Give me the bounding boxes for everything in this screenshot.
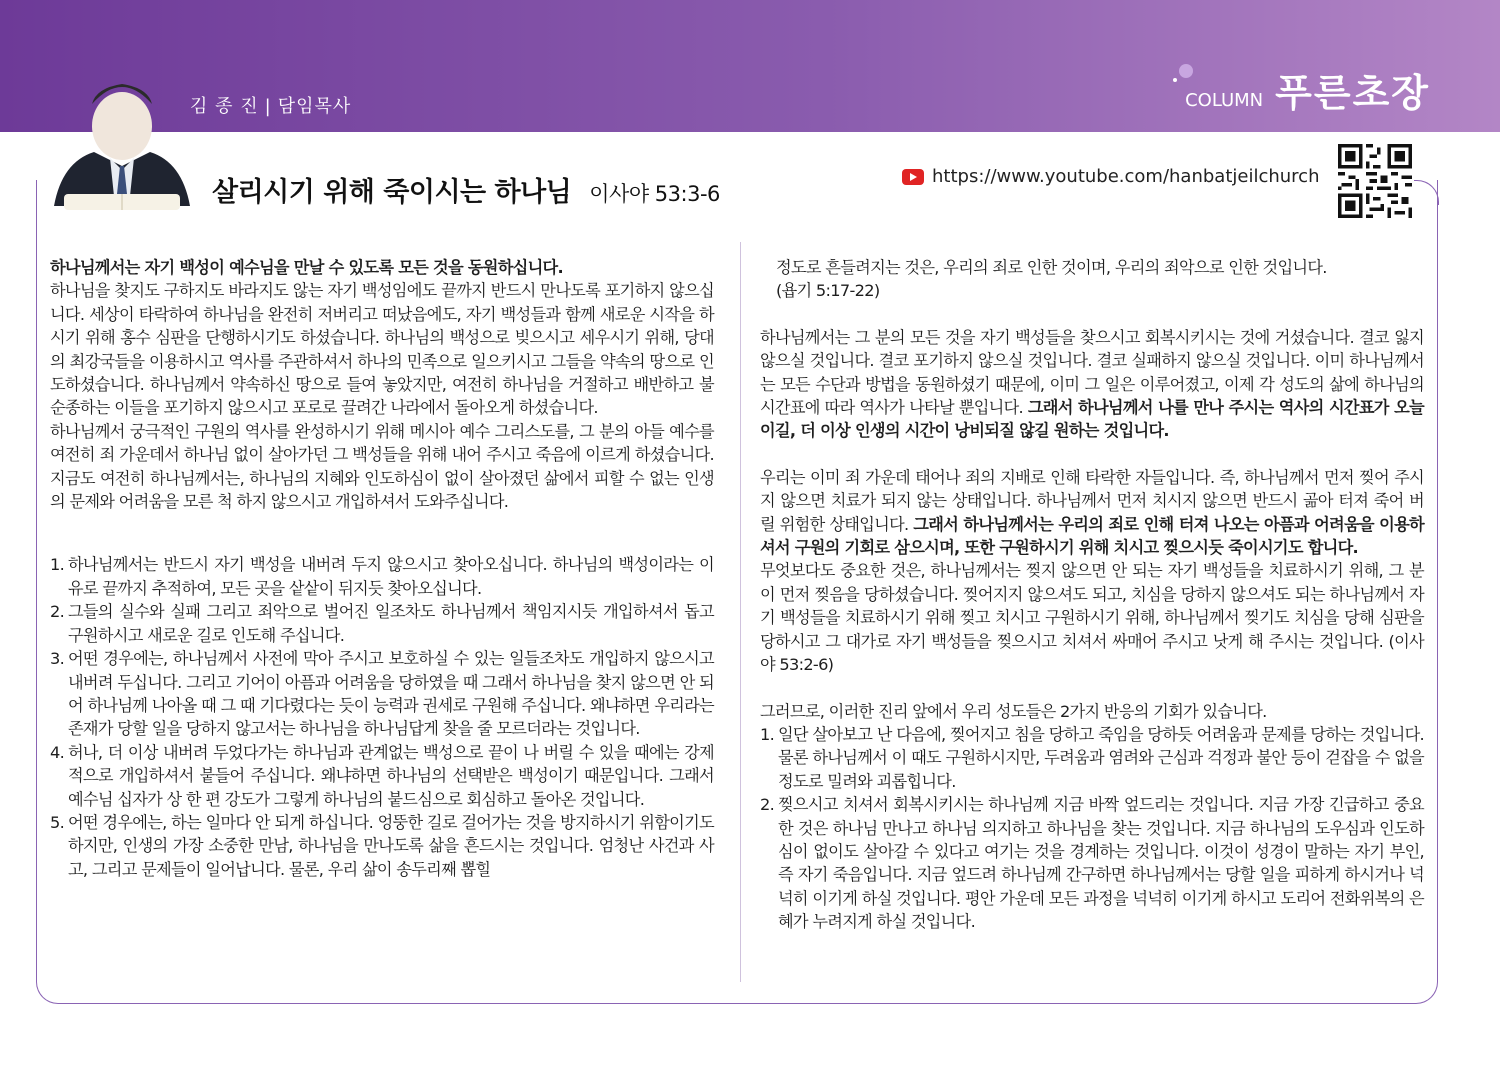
right-paragraph-4: 그러므로, 이러한 진리 앞에서 우리 성도들은 2가지 반응의 기회가 있습니다.	[760, 701, 1267, 721]
left-list	[50, 553, 714, 881]
left-column	[50, 256, 714, 881]
list-item: 2. 그들의 실수와 실패 그리고 죄악으로 벌어진 일조차도 하나님께서 책임지시듯 개입하셔서 돕고 구원하시고 새로운 길로 인도해 주십니다.	[50, 602, 714, 645]
dot-decoration	[1179, 64, 1193, 78]
right-paragraph-2: 우리는 이미 죄 가운데 태어나 죄의 지배로 인해 타락한 자들입니다. 즉, 하나님께서 먼저 찢어 주시지 않으면 치료가 되지 않는 상태입니다. 하나님께서 먼저 치시지 않으면 반드시 곪아 터져 죽어 버릴 위험한 상태입니다. 그래서 하나님께서는 우리의 죄로 인해 터져 나오는 아픔과 어려움을 이용하셔서 구원의 기회로 삼으시며, 또한 구원하시기 위해 치시고 찢으시듯 죽이시기도 합니다.	[760, 467, 1424, 558]
list-item: 1. 일단 살아보고 난 다음에, 찢어지고 침을 당하고 죽임을 당하듯 어려움과 문제를 당하는 것입니다. 물론 하나님께서 이 때도 구원하시지만, 두려움과 염려와 근심과 걱정과 불안 등이 걷잡을 수 없을 정도로 밀려와 괴롭힙니다.	[760, 724, 1424, 791]
list-item: 1. 하나님께서는 반드시 자기 백성을 내버려 두지 않으시고 찾아오십니다. 하나님의 백성이라는 이유로 끝까지 추적하여, 모든 곳을 샅샅이 뒤지듯 찾아오십니다.	[50, 555, 714, 598]
left-paragraph-2: 하나님께서 궁극적인 구원의 역사를 완성하시기 위해 메시아 예수 그리스도를, 그 분의 아들 예수를 여전히 죄 가운데서 하나님 없이 살아가던 그 백성들을 위해 내어 주시고 죽음에 이르게 하셨습니다. 지금도 여전히 하나님께서는, 하나님의 지혜와 인도하심이 없이 살아졌던 삶에서 피할 수 없는 인생의 문제와 어려움을 모른 척 하지 않으시고 개입하셔서 도와주십니다.	[50, 421, 714, 512]
column-divider	[740, 242, 741, 982]
list-item: 5. 어떤 경우에는, 하는 일마다 안 되게 하십니다. 엉뚱한 길로 걸어가는 것을 방지하시기 위함이기도 하지만, 인생의 가장 소중한 만남, 하나님을 만나도록 삶을 흔드시는 것입니다. 엄청난 사건과 사고, 그리고 문제들이 일어납니다. 물론, 우리 삶이 송두리째 뽑힐	[50, 812, 714, 879]
continued-reference: (욥기 5:17-22)	[776, 281, 880, 301]
list-item: 4. 허나, 더 이상 내버려 두었다가는 하나님과 관계없는 백성으로 끝이 나 버릴 수 있을 때에는 강제적으로 개입하셔서 붙들어 주십니다. 왜냐하면 하나님의 선택받은 백성이기 때문입니다. 그래서 예수님 십자가 상 한 편 강도가 그렇게 하나님의 붙드심으로 회심하고 돌아온 것입니다.	[50, 742, 714, 809]
right-paragraph-3: 무엇보다도 중요한 것은, 하나님께서는 찢지 않으면 안 되는 자기 백성들을 치료하시기 위해, 그 분이 먼저 찢음을 당하셨습니다. 찢어지지 않으셔도 되고, 치심을 당하지 않으셔도 되는 하나님께서 자기 백성들을 치료하시기 위해 찢고 치시고 구원하시기 위해, 하나님께서 찢기도 치심을 당해 심판을 당하시고 그 대가로 자기 백성들을 찢으시고 치셔서 싸매어 주시고 낫게 해 주시는 것입니다. (이사야 53:2-6)	[760, 561, 1424, 675]
right-paragraph-1: 하나님께서는 그 분의 모든 것을 자기 백성들을 찾으시고 회복시키시는 것에 거셨습니다. 결코 잃지 않으실 것입니다. 결코 포기하지 않으실 것입니다. 결코 실패하지 않으실 것입니다. 이미 하나님께서는 모든 수단과 방법을 동원하셨기 때문에, 이미 그 일은 이루어졌고, 이제 각 성도의 삶에 하나님의 시간표에 따라 역사가 나타날 뿐입니다. 그래서 하나님께서 나를 만나 주시는 역사의 시간표가 오늘이길, 더 이상 인생의 시간이 낭비되질 않길 원하는 것입니다.	[760, 327, 1424, 441]
column-word: COLUMN	[1185, 90, 1264, 111]
right-list	[760, 723, 1424, 934]
list-item: 2. 찢으시고 치셔서 회복시키시는 하나님께 지금 바짝 엎드리는 것입니다. 지금 가장 긴급하고 중요한 것은 하나님 만나고 하나님 의지하고 하나님을 찾는 것입니다. 지금 하나님의 도우심과 인도하심이 없이도 살아갈 수 있다고 여기는 것을 경계하는 것입니다. 이것이 성경이 말하는 자기 부인, 즉 자기 죽음입니다. 지금 엎드려 하나님께 간구하면 하나님께서는 당할 일을 피하게 하시거나 넉넉히 이기게 하실 것입니다. 평안 가운데 모든 과정을 넉넉히 이기게 하시고 도리어 전화위복의 은혜가 누려지게 하실 것입니다.	[760, 795, 1424, 932]
youtube-url[interactable]: https://www.youtube.com/hanbatjeilchurch	[932, 166, 1320, 187]
sermon-title: 살리시기 위해 죽이시는 하나님	[212, 177, 572, 208]
sermon-verse: 이사야 53:3-6	[589, 182, 720, 206]
author-separator: |	[264, 96, 272, 117]
continued-text: 정도로 흔들려지는 것은, 우리의 죄로 인한 것이며, 우리의 죄악으로 인한 것입니다.	[776, 258, 1327, 277]
right-column	[760, 256, 1424, 934]
list-item: 3. 어떤 경우에는, 하나님께서 사전에 막아 주시고 보호하실 수 있는 일들조차도 개입하지 않으시고 내버려 두십니다. 그리고 기어이 아픔과 어려움을 당하였을 때 그래서 하나님을 찾지 않으면 안 되어 하나님께 나아올 때 그 때 기다렸다는 듯이 능력과 권세로 구원해 주십니다. 왜냐하면 우리라는 존재가 당할 일을 당하지 않고서는 하나님을 하나님답게 찾을 줄 모르더라는 것입니다.	[50, 649, 714, 739]
column-label	[1185, 62, 1430, 117]
column-title: 푸른초장	[1275, 71, 1430, 115]
left-paragraph-1: 하나님을 찾지도 구하지도 바라지도 않는 자기 백성임에도 끝까지 반드시 만나도록 포기하지 않으십니다. 세상이 타락하여 하나님을 완전히 저버리고 떠났음에도, 자기 백성들과 함께 새로운 시작을 하시기 위해 홍수 심판을 단행하시기도 하셨습니다. 하나님의 백성으로 빚으시고 세우시기 위해, 당대의 최강국들을 이용하시고 역사를 주관하셔서 하나의 민족으로 일으키시고 그들을 약속의 땅으로 인도하셨습니다. 하나님께서 약속하신 땅으로 들여 놓았지만, 여전히 하나님을 거절하고 배반하고 불순종하는 이들을 포기하지 않으시고 포로로 끌려간 나라에서 돌아오게 하셨습니다.	[50, 281, 714, 418]
lead-heading: 하나님께서는 자기 백성이 예수님을 만날 수 있도록 모든 것을 동원하십니다.	[50, 258, 563, 277]
author-name: 김 종 진	[190, 96, 259, 117]
author-title: 담임목사	[277, 96, 352, 117]
author-line	[190, 92, 351, 118]
